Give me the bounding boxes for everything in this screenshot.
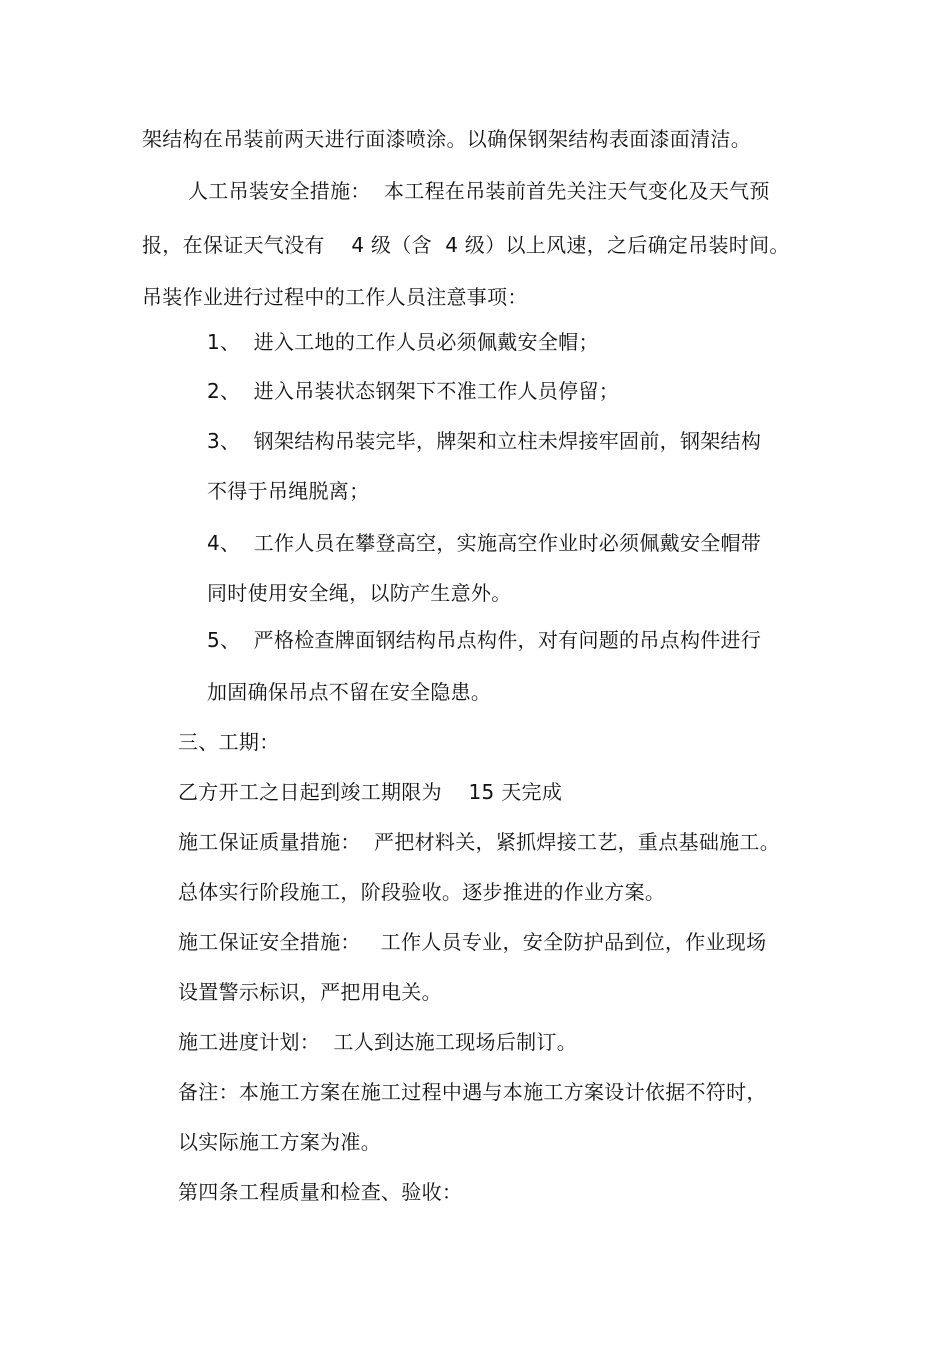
paragraph-line: 架结构在吊装前两天进行面漆喷涂。以确保钢架结构表面漆面清洁。 xyxy=(142,127,751,151)
list-item: 5、 严格检查牌面钢结构吊点构件，对有问题的吊点构件进行 xyxy=(207,628,762,652)
paragraph-line: 总体实行阶段施工，阶段验收。逐步推进的作业方案。 xyxy=(178,880,666,904)
list-item: 2、 进入吊装状态钢架下不准工作人员停留； xyxy=(207,379,620,403)
paragraph-line: 备注：本施工方案在施工过程中遇与本施工方案设计依据不符时， xyxy=(178,1080,767,1104)
list-item: 1、 进入工地的工作人员必须佩戴安全帽； xyxy=(207,330,599,354)
paragraph-line: 施工进度计划： 工人到达施工现场后制订。 xyxy=(178,1030,578,1054)
list-item: 3、 钢架结构吊装完毕，牌架和立柱未焊接牢固前，钢架结构 xyxy=(207,429,762,453)
list-item: 4、 工作人员在攀登高空，实施高空作业时必须佩戴安全帽带 xyxy=(207,531,762,555)
paragraph-line: 以实际施工方案为准。 xyxy=(178,1130,381,1154)
section-heading: 三、工期： xyxy=(178,730,280,754)
list-item-continuation: 加固确保吊点不留在安全隐患。 xyxy=(207,680,492,704)
paragraph-line: 乙方开工之日起到竣工期限为 15 天完成 xyxy=(178,780,563,804)
paragraph-line: 人工吊装安全措施： 本工程在吊装前首先关注天气变化及天气预 xyxy=(188,179,770,203)
paragraph-line: 吊装作业进行过程中的工作人员注意事项： xyxy=(142,285,528,309)
list-item-continuation: 不得于吊绳脱离； xyxy=(207,479,370,503)
paragraph-line: 施工保证安全措施： 工作人员专业，安全防护品到位，作业现场 xyxy=(178,930,767,954)
paragraph-line: 设置警示标识，严把用电关。 xyxy=(178,980,442,1004)
list-item-continuation: 同时使用安全绳，以防产生意外。 xyxy=(207,581,512,605)
paragraph-line: 报，在保证天气没有 4 级（含 4 级）以上风速，之后确定吊装时间。 xyxy=(142,233,790,257)
section-heading: 第四条工程质量和检查、验收： xyxy=(178,1180,463,1204)
paragraph-line: 施工保证质量措施： 严把材料关，紧抓焊接工艺，重点基础施工。 xyxy=(178,830,781,854)
